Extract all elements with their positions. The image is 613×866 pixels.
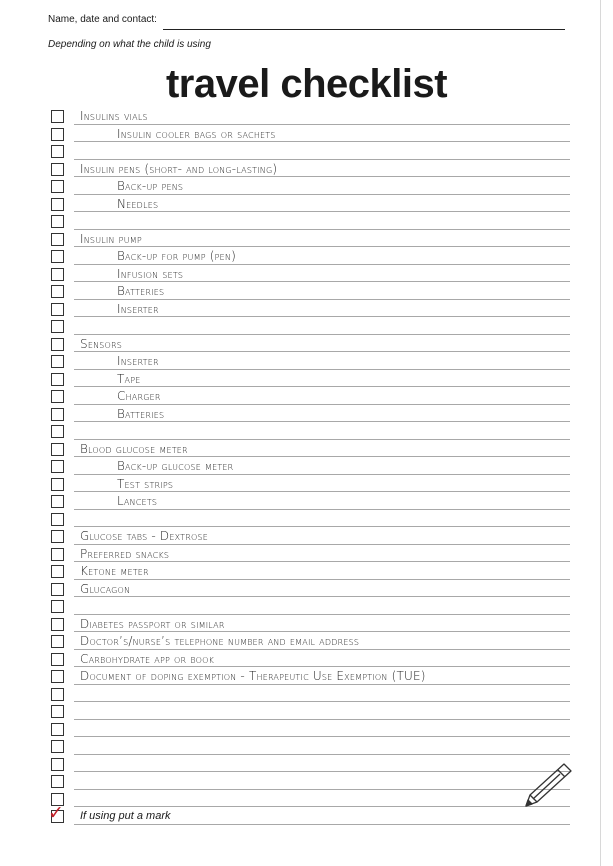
item-label: Inserter [117, 301, 159, 316]
item-label: Batteries [117, 284, 165, 298]
item-checkbox[interactable] [51, 373, 64, 386]
checklist-item [0, 319, 600, 337]
checklist-item [0, 687, 600, 705]
checklist-item [0, 162, 600, 180]
item-label: Glucose tabs - Dextrose [80, 529, 209, 543]
item-label: Needles [117, 196, 159, 211]
pencil-icon [520, 760, 575, 810]
item-label: Carbohydrate app or book [80, 651, 215, 666]
item-checkbox[interactable] [51, 513, 64, 526]
item-checkbox[interactable] [51, 495, 64, 508]
legend-rule [74, 824, 570, 825]
item-rule [74, 299, 570, 300]
legend-text: If using put a mark [80, 810, 171, 822]
item-label: Insulin cooler bags or sachets [117, 126, 276, 141]
item-rule [74, 194, 570, 195]
checklist-item [0, 424, 600, 442]
contact-label: Name, date and contact: [48, 14, 157, 25]
checklist-item [0, 774, 600, 792]
item-checkbox[interactable] [51, 180, 64, 193]
item-rule [74, 561, 570, 562]
item-label: Doctor’s/nurse’s telephone number and email address [80, 634, 360, 648]
item-checkbox[interactable] [51, 408, 64, 421]
item-checkbox[interactable] [51, 215, 64, 228]
item-label: Insulin pens (short- and long-lasting) [80, 161, 278, 176]
legend [0, 803, 600, 826]
item-checkbox[interactable] [51, 758, 64, 771]
item-rule [74, 596, 570, 597]
item-label: Test strips [117, 476, 174, 491]
item-rule [74, 351, 570, 352]
item-checkbox[interactable] [51, 653, 64, 666]
checklist-item [0, 582, 600, 600]
item-checkbox[interactable] [51, 723, 64, 736]
item-checkbox[interactable] [51, 460, 64, 473]
item-checkbox[interactable] [51, 443, 64, 456]
item-rule [74, 264, 570, 265]
checklist-item [0, 757, 600, 775]
item-label: Lancets [117, 494, 158, 508]
checklist-item [0, 477, 600, 495]
item-checkbox[interactable] [51, 110, 64, 123]
checklist-item [0, 634, 600, 652]
item-label: Infusion sets [117, 266, 184, 281]
item-rule [74, 316, 570, 317]
item-checkbox[interactable] [51, 583, 64, 596]
checklist-item [0, 144, 600, 162]
item-rule [74, 491, 570, 492]
checklist-item [0, 722, 600, 740]
checklist-item [0, 232, 600, 250]
item-checkbox[interactable] [51, 128, 64, 141]
checklist-item [0, 337, 600, 355]
checklist-item [0, 442, 600, 460]
checklist-item [0, 512, 600, 530]
item-label: Diabetes passport or similar [80, 616, 225, 631]
checklist-item [0, 267, 600, 285]
item-checkbox[interactable] [51, 425, 64, 438]
item-checkbox[interactable] [51, 530, 64, 543]
item-label: Charger [117, 389, 161, 403]
item-label: Insulin pump [80, 231, 142, 246]
checklist-item [0, 214, 600, 232]
checklist-item [0, 739, 600, 757]
item-rule [74, 684, 570, 685]
checklist-item [0, 354, 600, 372]
item-rule [74, 701, 570, 702]
checklist-item [0, 407, 600, 425]
item-rule [74, 421, 570, 422]
page-title: travel checklist [165, 62, 448, 106]
subtitle: Depending on what the child is using [48, 39, 211, 50]
checklist-item [0, 564, 600, 582]
check-mark-icon: ✓ [48, 803, 64, 824]
checklist-item [0, 459, 600, 477]
checklist-item [0, 197, 600, 215]
item-label: Back-up glucose meter [117, 459, 234, 473]
item-rule [74, 124, 570, 125]
item-rule [74, 369, 570, 370]
checklist-item [0, 109, 600, 127]
item-label: Ketone meter [80, 564, 149, 578]
item-checkbox[interactable] [51, 233, 64, 246]
item-checkbox[interactable] [51, 285, 64, 298]
item-checkbox[interactable] [51, 618, 64, 631]
item-rule [74, 386, 570, 387]
contact-field-line[interactable] [163, 29, 565, 30]
item-rule [74, 439, 570, 440]
item-rule [74, 719, 570, 720]
item-checkbox[interactable] [51, 198, 64, 211]
item-label: Insulins vials [80, 109, 148, 123]
checklist-item [0, 127, 600, 145]
item-checkbox[interactable] [51, 548, 64, 561]
item-checkbox[interactable] [51, 740, 64, 753]
item-label: Glucagon [80, 581, 131, 596]
checklist-item [0, 529, 600, 547]
item-label: Batteries [117, 406, 165, 421]
checklist-item [0, 372, 600, 390]
checklist-item [0, 617, 600, 635]
item-rule [74, 281, 570, 282]
item-checkbox[interactable] [51, 303, 64, 316]
item-checkbox[interactable] [51, 338, 64, 351]
item-checkbox[interactable] [51, 688, 64, 701]
item-rule [74, 789, 570, 790]
item-rule [74, 736, 570, 737]
item-checkbox[interactable] [51, 565, 64, 578]
item-label: Tape [117, 371, 141, 386]
item-checkbox[interactable] [51, 600, 64, 613]
item-rule [74, 666, 570, 667]
item-checkbox[interactable] [51, 390, 64, 403]
item-label: Back-up for pump (pen) [117, 249, 236, 263]
item-rule [74, 649, 570, 650]
item-rule [74, 614, 570, 615]
item-rule [74, 141, 570, 142]
item-rule [74, 474, 570, 475]
item-label: Back-up pens [117, 179, 184, 193]
item-rule [74, 631, 570, 632]
checklist-item [0, 389, 600, 407]
item-rule [74, 229, 570, 230]
checklist-item [0, 792, 600, 810]
item-checkbox[interactable] [51, 320, 64, 333]
item-checkbox[interactable] [51, 145, 64, 158]
item-rule [74, 579, 570, 580]
item-checkbox[interactable] [51, 635, 64, 648]
item-checkbox[interactable] [51, 250, 64, 263]
item-rule [74, 509, 570, 510]
item-rule [74, 456, 570, 457]
item-rule [74, 404, 570, 405]
item-rule [74, 211, 570, 212]
item-rule [74, 526, 570, 527]
item-checkbox[interactable] [51, 478, 64, 491]
checklist-item [0, 599, 600, 617]
item-rule [74, 754, 570, 755]
item-rule [74, 544, 570, 545]
checklist-item [0, 704, 600, 722]
item-label: Blood glucose meter [80, 441, 188, 456]
item-label: Inserter [117, 354, 159, 368]
item-checkbox[interactable] [51, 705, 64, 718]
checklist-item [0, 669, 600, 687]
item-rule [74, 246, 570, 247]
checklist-item [0, 547, 600, 565]
checklist-item [0, 302, 600, 320]
checklist-item [0, 284, 600, 302]
item-rule [74, 771, 570, 772]
item-checkbox[interactable] [51, 775, 64, 788]
item-checkbox[interactable] [51, 163, 64, 176]
checklist-item [0, 652, 600, 670]
item-rule [74, 334, 570, 335]
item-label: Preferred snacks [80, 546, 170, 561]
item-rule [74, 176, 570, 177]
checklist-item [0, 249, 600, 267]
checklist-item [0, 494, 600, 512]
item-label: Document of doping exemption - Therapeutic Use Exemption (TUE) [80, 669, 426, 683]
item-rule [74, 806, 570, 807]
item-checkbox[interactable] [51, 355, 64, 368]
item-rule [74, 159, 570, 160]
item-checkbox[interactable] [51, 268, 64, 281]
checklist-item [0, 179, 600, 197]
item-label: Sensors [80, 336, 123, 351]
item-checkbox[interactable] [51, 670, 64, 683]
